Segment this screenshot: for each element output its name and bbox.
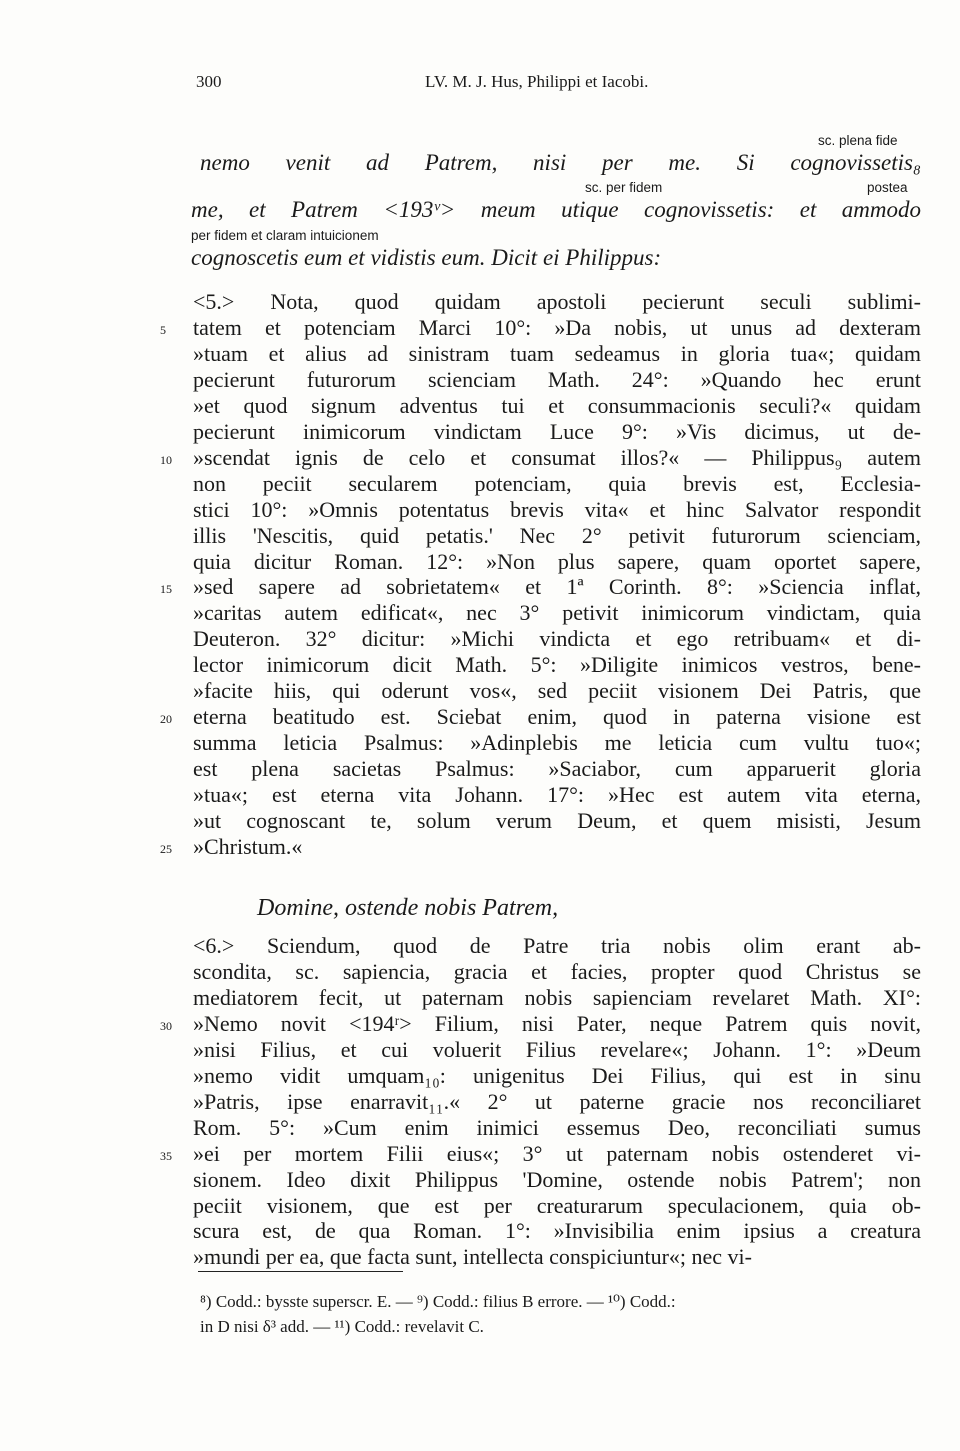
text-line: [0, 445, 960, 471]
line-number: 25: [160, 841, 172, 856]
line-text: pecierunt inimicorum vindictam Luce 9°: »Vis dicimus, ut de-: [193, 418, 921, 444]
text-line: [0, 933, 960, 959]
verse-line: me, et Patrem <193ᵛ> meum utique cognovissetis: et ammodo: [191, 197, 921, 222]
text-line: [0, 549, 960, 575]
line-text: scondita, sc. sapiencia, gracia et facies, propter quod Christus se: [193, 958, 921, 984]
text-line: [0, 600, 960, 626]
line-number: 30: [160, 1018, 172, 1033]
footnote-rule: [198, 1271, 403, 1272]
text-line: [0, 574, 960, 600]
line-text: »et quod signum adventus tui et consummacionis seculi?« quidam: [193, 392, 921, 418]
text-line: [0, 471, 960, 497]
line-text: »Nemo novit <194ʳ> Filium, nisi Pater, neque Patrem quis novit,: [193, 1010, 921, 1036]
text-line: [0, 367, 960, 393]
line-text: quia dicitur Roman. 12°: »Non plus sapere, quam oportet sapere,: [193, 548, 921, 574]
text-line: [0, 834, 960, 860]
line-text: »Patris, ipse enarravit₁₁.« 2° ut paterne gracie nos reconciliaret: [193, 1088, 921, 1114]
text-line: [0, 985, 960, 1011]
text-line: [0, 626, 960, 652]
text-line: [0, 1218, 960, 1244]
text-line: [0, 808, 960, 834]
text-line: [0, 1115, 960, 1141]
text-line: [0, 782, 960, 808]
line-text: »tua«; est eterna vita Johann. 17°: »Hec est autem vita eterna,: [193, 782, 921, 808]
interlinear-gloss: per fidem et claram intuicionem: [191, 228, 379, 243]
line-text: summa leticia Psalmus: »Adinplebis me leticia cum vultu tuo«;: [193, 730, 921, 756]
text-line: [0, 1244, 960, 1270]
line-text: »scendat ignis de celo et consumat illos?« — Philippus₉ autem: [193, 444, 921, 470]
line-text: Rom. 5°: »Cum enim inimici essemus Deo, reconciliati sumus: [193, 1114, 921, 1140]
text-line: [0, 1193, 960, 1219]
text-line: [0, 959, 960, 985]
line-text: peciit visionem, que est per creaturarum speculacionem, quia ob-: [193, 1192, 921, 1218]
line-text: illis 'Nescitis, quid petatis.' Nec 2° petivit futurorum scienciam,: [193, 522, 921, 548]
line-text: »tuam et alius ad sinistram tuam sedeamus in gloria tua«; quidam: [193, 340, 921, 366]
line-text: eterna beatitudo est. Sciebat enim, quod in paterna visione est: [193, 704, 921, 730]
section-title: Domine, ostende nobis Patrem,: [257, 895, 559, 921]
text-line: [0, 419, 960, 445]
line-text: lector inimicorum dicit Math. 5°: »Diligite inimicos vestros, bene-: [193, 652, 921, 678]
verse-line: nemo venit ad Patrem, nisi per me. Si cognovissetis₈: [200, 150, 921, 175]
line-text: mediatorem fecit, ut paternam nobis sapienciam revelaret Math. XI°:: [193, 984, 921, 1010]
interlinear-gloss: postea: [867, 180, 908, 195]
line-text: »Christum.«: [193, 833, 303, 859]
running-head: LV. M. J. Hus, Philippi et Iacobi.: [425, 72, 649, 91]
footnote-line: in D nisi δ³ add. — ¹¹) Codd.: revelavit C.: [200, 1317, 484, 1336]
line-text: tatem et potenciam Marci 10°: »Da nobis, ut unus ad dexteram: [193, 314, 921, 340]
line-number: 15: [160, 582, 172, 597]
line-text: non peciit secularem potenciam, quia brevis est, Ecclesia-: [193, 470, 921, 496]
text-line: [0, 1141, 960, 1167]
line-text: »sed sapere ad sobrietatem« et 1ª Corinth. 8°: »Sciencia inflat,: [193, 574, 921, 600]
text-line: [0, 1089, 960, 1115]
line-text: »caritas autem edificat«, nec 3° petivit inimicorum vindictam, quia: [193, 600, 921, 626]
line-number: 20: [160, 712, 172, 727]
verse-line: cognoscetis eum et vidistis eum. Dicit ei Philippus:: [191, 245, 662, 270]
line-text: stici 10°: »Omnis potentatus brevis vita« et hinc Salvator respondit: [193, 496, 921, 522]
interlinear-gloss: sc. plena fide: [818, 133, 898, 148]
line-text: »nemo vidit umquam₁₀: unigenitus Dei Filius, qui est in sinu: [193, 1062, 921, 1088]
page-number: 300: [196, 72, 222, 91]
text-line: [0, 289, 960, 315]
text-line: [0, 523, 960, 549]
line-text: <6.> Sciendum, quod de Patre tria nobis olim erant ab-: [193, 933, 921, 958]
interlinear-gloss: sc. per fidem: [585, 180, 663, 195]
text-line: [0, 393, 960, 419]
line-text: Deuteron. 32° dicitur: »Michi vindicta et ego retribuam« et di-: [193, 626, 921, 652]
line-text: »ei per mortem Filii eius«; 3° ut paternam nobis ostenderet vi-: [193, 1140, 921, 1166]
text-line: [0, 1037, 960, 1063]
line-number: 5: [160, 322, 166, 337]
footnote-line: ⁸) Codd.: bysste superscr. E. — ⁹) Codd.: filius B errore. — ¹⁰) Codd.:: [200, 1292, 676, 1311]
text-line: [0, 341, 960, 367]
text-line: [0, 704, 960, 730]
line-text: »mundi per ea, que facta sunt, intellecta conspiciuntur«; nec vi-: [193, 1244, 752, 1270]
text-line: [0, 678, 960, 704]
line-text: <5.> Nota, quod quidam apostoli pecierunt seculi sublimi-: [193, 289, 921, 314]
text-line: [0, 730, 960, 756]
line-text: sionem. Ideo dixit Philippus 'Domine, ostende nobis Patrem'; non: [193, 1166, 921, 1192]
text-line: [0, 756, 960, 782]
line-text: scura est, de qua Roman. 1°: »Invisibilia enim ipsius a creatura: [193, 1218, 921, 1244]
line-text: pecierunt futurorum scienciam Math. 24°: »Quando hec erunt: [193, 366, 921, 392]
text-line: [0, 652, 960, 678]
line-text: »ut cognoscant te, solum verum Deum, et quem misisti, Jesum: [193, 808, 921, 833]
text-line: [0, 315, 960, 341]
line-text: »facite hiis, qui oderunt vos«, sed peciit visionem Dei Patris, que: [193, 678, 921, 704]
line-number: 35: [160, 1148, 172, 1163]
text-line: [0, 1011, 960, 1037]
line-text: est plena sacietas Psalmus: »Saciabor, cum apparuerit gloria: [193, 756, 921, 782]
text-line: [0, 497, 960, 523]
line-text: »nisi Filius, et cui voluerit Filius revelare«; Johann. 1°: »Deum: [193, 1036, 921, 1062]
line-number: 10: [160, 452, 172, 467]
text-line: [0, 1063, 960, 1089]
text-line: [0, 1167, 960, 1193]
